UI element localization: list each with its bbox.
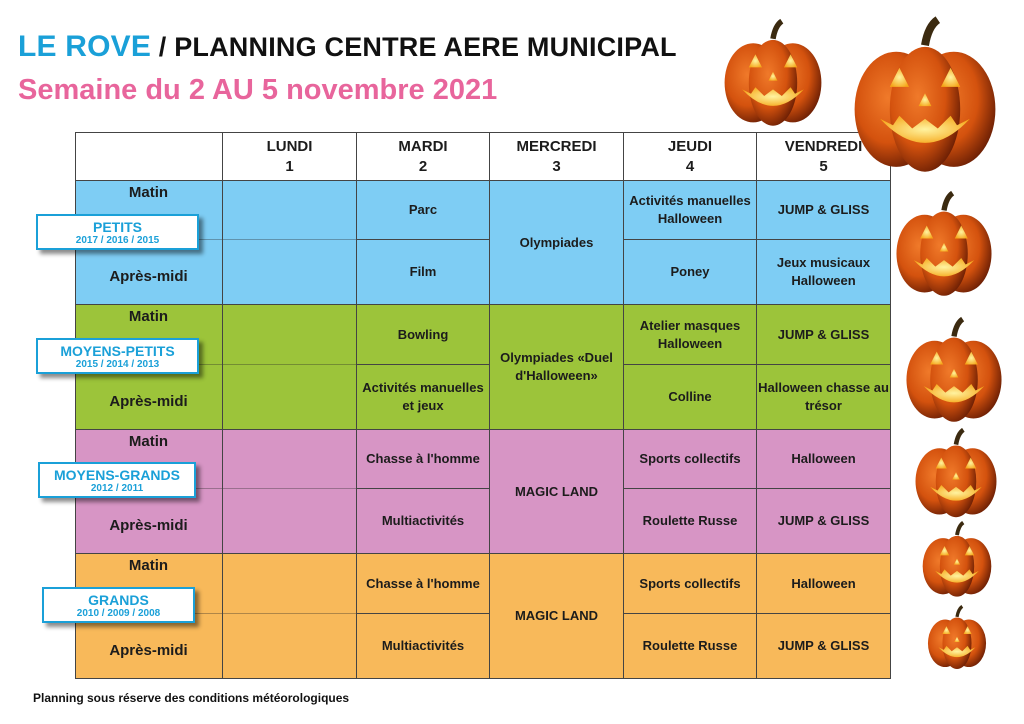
mardi-afternoon	[356, 488, 490, 554]
jeudi-morning	[623, 304, 757, 365]
age-group-badge	[36, 214, 199, 250]
jack-o-lantern-icon	[845, 14, 1005, 179]
activity-text: Olympiades	[519, 234, 594, 250]
jeudi-morning	[623, 180, 757, 240]
day-name: MERCREDI	[516, 137, 597, 155]
vendredi-morning	[756, 180, 891, 240]
activity-text: Activités manuelles et jeux	[362, 380, 484, 413]
jack-o-lantern-icon	[890, 185, 998, 305]
activity-text: Parc	[408, 202, 438, 217]
activity-text: Atelier masques Halloween	[639, 317, 741, 351]
age-group-name: GRANDS	[88, 592, 149, 608]
mardi-morning	[356, 429, 490, 489]
mardi-morning	[356, 180, 490, 240]
afternoon-label: Après-midi	[109, 517, 188, 534]
age-group-name: PETITS	[92, 219, 142, 235]
week-subtitle: Semaine du 2 AU 5 novembre 2021	[18, 74, 498, 106]
table-corner	[75, 132, 223, 181]
activity-text: Sports collectifs	[639, 451, 741, 466]
jack-o-lantern-icon	[924, 605, 990, 671]
activity-text: Colline	[668, 389, 712, 404]
vendredi-morning	[756, 429, 891, 489]
morning-label: Matin	[128, 184, 169, 201]
age-group-years: 2010 / 2009 / 2008	[76, 608, 161, 619]
age-group-badge	[42, 587, 195, 623]
activity-text: Halloween	[791, 451, 856, 466]
age-group-years: 2017 / 2016 / 2015	[75, 235, 160, 246]
jeudi-afternoon	[623, 488, 757, 554]
footer-note: Planning sous réserve des conditions météorologiques	[33, 691, 350, 705]
jeudi-morning	[623, 553, 757, 614]
age-group-badge	[38, 462, 196, 498]
morning-label: Matin	[128, 557, 169, 574]
mercredi-day	[489, 429, 624, 554]
vendredi-morning	[756, 553, 891, 614]
afternoon-label: Après-midi	[109, 393, 188, 410]
day-name: LUNDI	[266, 137, 313, 155]
title-text: / PLANNING CENTRE AERE MUNICIPAL	[158, 32, 677, 62]
activity-text: Roulette Russe	[642, 513, 738, 528]
activity-text: Olympiades «Duel d'Halloween»	[500, 350, 613, 383]
activity-text: MAGIC LAND	[514, 608, 599, 623]
activity-text: Halloween	[791, 575, 856, 591]
activity-text: JUMP & GLISS	[777, 513, 870, 528]
age-group-name: MOYENS-PETITS	[60, 343, 175, 359]
day-header	[356, 132, 490, 181]
morning-label: Matin	[128, 308, 169, 325]
activity-text: Multiactivités	[381, 513, 465, 528]
lundi-cell	[222, 429, 357, 554]
day-number: 5	[819, 157, 828, 175]
activity-text: JUMP & GLISS	[777, 326, 870, 342]
age-group-name: MOYENS-GRANDS	[53, 467, 180, 483]
activity-text: JUMP & GLISS	[777, 202, 870, 217]
jack-o-lantern-icon	[910, 428, 1002, 520]
age-group-years: 2015 / 2014 / 2013	[75, 359, 160, 370]
jack-o-lantern-icon	[900, 315, 1008, 427]
mardi-afternoon	[356, 613, 490, 679]
activity-text: Chasse à l'homme	[366, 451, 480, 466]
activity-text: JUMP & GLISS	[777, 638, 870, 653]
day-header	[489, 132, 624, 181]
afternoon-label: Après-midi	[109, 642, 188, 659]
jack-o-lantern-icon	[718, 18, 828, 130]
activity-text: Film	[409, 264, 437, 279]
lundi-cell	[222, 553, 357, 679]
jeudi-morning	[623, 429, 757, 489]
vendredi-afternoon	[756, 613, 891, 679]
activity-text: Sports collectifs	[639, 575, 741, 591]
mardi-afternoon	[356, 364, 490, 430]
activity-text: Halloween chasse au trésor	[758, 380, 889, 413]
vendredi-afternoon	[756, 239, 891, 305]
day-name: MARDI	[398, 137, 448, 155]
mercredi-day	[489, 304, 624, 430]
brand-name: LE ROVE	[18, 30, 152, 63]
lundi-cell	[222, 180, 357, 305]
day-number: 4	[685, 157, 695, 175]
row-divider	[223, 239, 356, 240]
activity-text: Jeux musicaux Halloween	[776, 255, 871, 288]
activity-text: MAGIC LAND	[514, 483, 599, 499]
jack-o-lantern-icon	[918, 520, 996, 600]
jeudi-afternoon	[623, 613, 757, 679]
page-title	[18, 30, 677, 64]
mercredi-day	[489, 180, 624, 305]
lundi-cell	[222, 304, 357, 430]
mercredi-day	[489, 553, 624, 679]
morning-label: Matin	[128, 433, 169, 450]
activity-text: Bowling	[397, 326, 449, 342]
day-header	[222, 132, 357, 181]
jeudi-afternoon	[623, 364, 757, 430]
afternoon-label: Après-midi	[109, 268, 188, 285]
activity-text: Poney	[670, 264, 710, 279]
activity-text: Multiactivités	[381, 638, 465, 653]
day-name: VENDREDI	[784, 137, 863, 155]
day-number: 3	[552, 157, 561, 175]
age-group-badge	[36, 338, 199, 374]
day-name: JEUDI	[667, 137, 713, 155]
mardi-morning	[356, 553, 490, 614]
age-group-years: 2012 / 2011	[90, 483, 144, 494]
vendredi-afternoon	[756, 488, 891, 554]
activity-text: Roulette Russe	[642, 638, 738, 653]
mardi-afternoon	[356, 239, 490, 305]
day-number: 2	[418, 157, 428, 175]
row-divider	[223, 488, 356, 489]
activity-text: Activités manuelles Halloween	[629, 193, 751, 226]
vendredi-afternoon	[756, 364, 891, 430]
day-header	[623, 132, 757, 181]
row-divider	[223, 364, 356, 365]
vendredi-morning	[756, 304, 891, 365]
activity-text: Chasse à l'homme	[366, 575, 480, 591]
row-divider	[223, 613, 356, 614]
day-number: 1	[285, 157, 294, 175]
jeudi-afternoon	[623, 239, 757, 305]
mardi-morning	[356, 304, 490, 365]
